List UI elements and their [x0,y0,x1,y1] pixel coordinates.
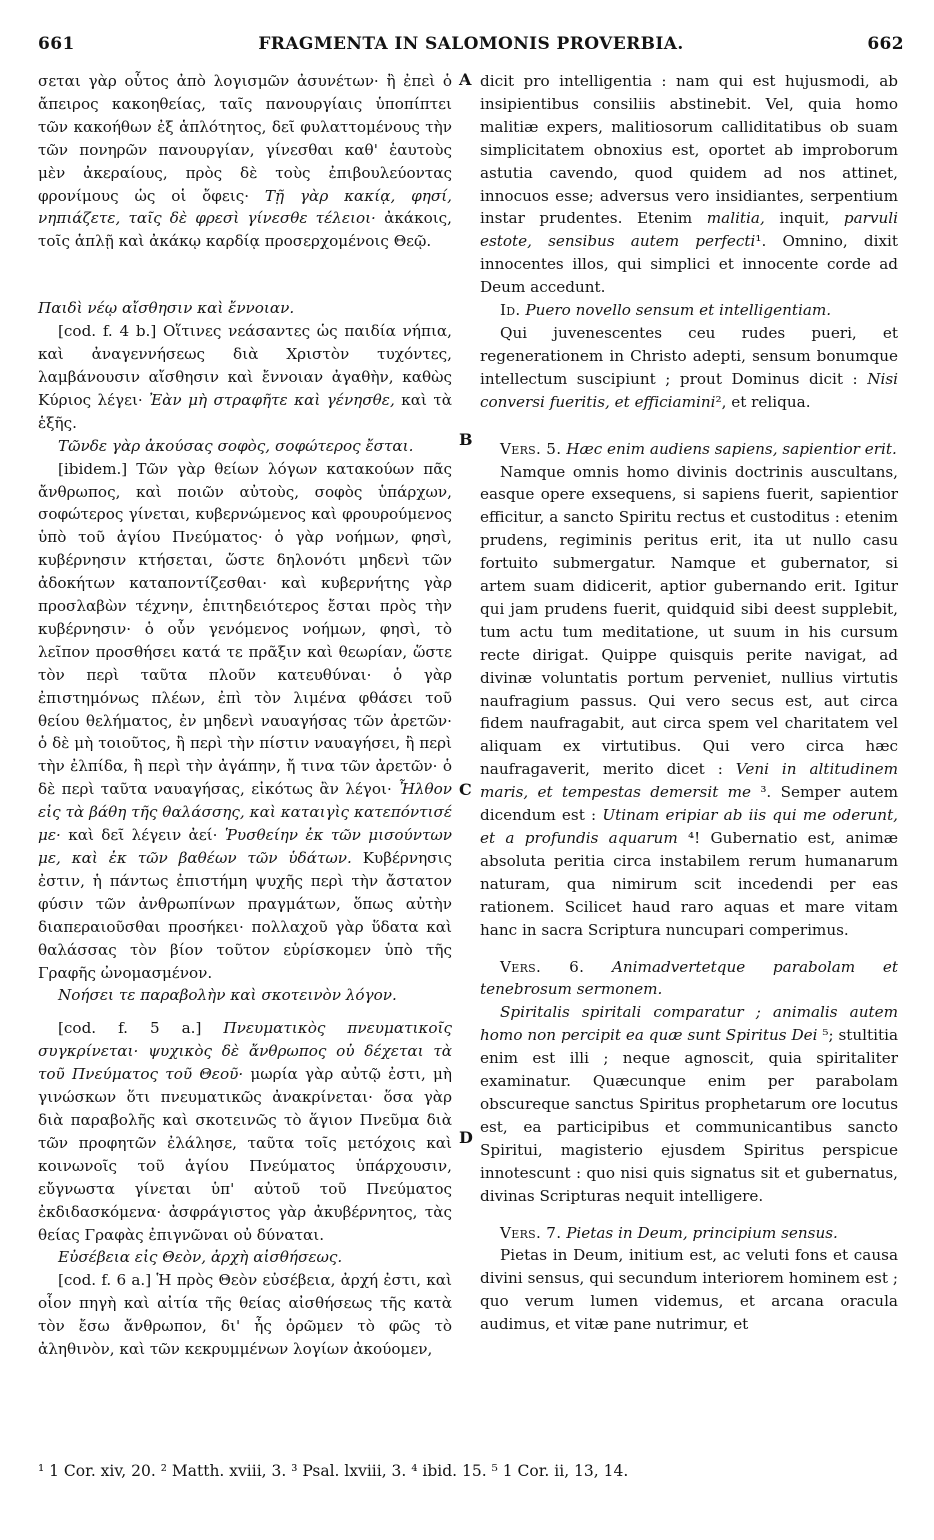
running-header [38,34,904,58]
greek-paragraph: [cod. f. 6 a.] Ἡ πρὸς Θεὸν εὐσέβεια, ἀρχή ἐστι, καὶ οἷον πηγὴ καὶ αἰτία τῆς θείας αἰσθήσεως τῆς κατὰ τὸν ἔσω ἄνθρωπον, δι' ἧς ὁρῶμεν τὸ φῶς τὸ ἀληθινὸν, καὶ τῶν κεκρυμμένων λογίων ἀκούομεν, [38,1271,452,1359]
margin-marker-a: A [459,70,472,89]
footnotes: ¹ 1 Cor. xiv, 20. ² Matth. xviii, 3. ³ Psal. lxviii, 3. ⁴ ibid. 15. ⁵ 1 Cor. ii, 13, 14. [38,1462,629,1480]
latin-verse-heading: Id. Puero novello sensum et intelligentiam. [500,301,832,320]
latin-paragraph: Pietas in Deum, initium est, ac veluti fons et causa divini sensus, qui secundum interiorem hominem est ; quo verum lumen videmus, et arcana oracula audimus, et vitæ pane nutrimur, et [480,1246,898,1334]
running-title: FRAGMENTA IN SALOMONIS PROVERBIA. [258,34,684,54]
page-number-right: 662 [867,34,904,54]
greek-lemma: Τῶνδε γὰρ ἀκούσας σοφὸς, σοφώτερος ἔσται. [58,436,414,455]
margin-marker-d: D [459,1128,473,1147]
latin-verse-heading: Vers. 6. Animadvertetque parabolam et tenebrosum sermonem. [480,957,898,999]
greek-paragraph: σεται γὰρ οὗτος ἀπὸ λογισμῶν ἀσυνέτων· ἢ ἐπεὶ ὁ ἄπειρος κακοηθείας, ταῖς πανουργίαις ὑποπίπτει τῶν κακοήθων ἐξ ἁπλότητος, δεῖ φυλαττομένους τὴν τῶν πονηρῶν πανουργίαν, γίνεσθαι καθ' ἑαυτοὺς μὲν ἀκεραίους, πρὸς δὲ τοὺς ἐπιβουλεύοντας φρονίμους ὡς οἱ ὄφεις· Τῇ γὰρ κακίᾳ, φησί, νηπιάζετε, ταῖς δὲ φρεσὶ γίνεσθε τέλειοι· ἀκάκοις, τοῖς ἁπλῇ καὶ ἀκάκῳ καρδίᾳ προσερχομένοις Θεῷ. [38,72,453,251]
latin-paragraph: Namque omnis homo divinis doctrinis auscultans, easque opere exsequens, si sapiens fuerit, sapientior efficitur, a sancto Spiritu rectus et custoditus : etenim prudens, regiminis peritus erit, ita ut nullo casu fortuito submergatur. Namque et gubernator, si artem suam didicerit, aptior gubernando erit. Igitur qui jam prudens fuerit, quidquid sibi deest supplebit, tum actu tum meditatione, ut suum in his cursum recte dirigat. Quippe quisquis perite navigat, ad divinæ voluntatis portum perveniet, nullius virtutis naufragium passus. Qui vero secus est, aut circa fidem naufragabit, aut circa spem vel charitatem vel aliquam ex virtutibus. Qui vero circa hæc naufragaverit, merito dicet : Veni in altitudinem maris, et tempestas demersit me ³. Semper autem dicendum est : Utinam eripiar ab iis qui me oderunt, et a profundis aquarum ⁴! Gubernatio est, animæ absoluta peritia circa instabilem rerum humanarum naturam, qua nimirum scit incedendi per eas rationem. Scilicet haud raro aquas et mare vitam hanc in sacra Scriptura nuncupari comperimus. [480,462,899,939]
greek-paragraph: [ibidem.] Τῶν γὰρ θείων λόγων κατακούων πᾶς ἄνθρωπος, καὶ ποιῶν αὐτοὺς, σοφὸς ὑπάρχων, σοφώτερος γίνεται, κυβερνώμενος καὶ φρουρούμενος ὑπὸ τοῦ ἁγίου Πνεύματος· ὁ γὰρ νοήμων, φησὶ, κυβέρνησιν κτήσεται, ὥστε δηλονότι μηδενὶ τῶν ἀδοκήτων καταποντίζεσθαι· καὶ κυβερνήτης γὰρ προσλαβὼν τέχνην, ἐπιτηδειότερος ἔσται πρὸς τὴν κυβέρνησιν· ὁ οὖν γενόμενος νοήμων, φησὶ, τὸ λεῖπον προσθήσει κατά τε πρᾶξιν καὶ θεωρίαν, ὥστε τὸν περὶ ταῦτα πλοῦν κατευθύναι· ὁ γὰρ ἐπιστημόνως πλέων, ἐπὶ τὸν λιμένα φθάσει τοῦ θείου θελήματος, ἐν μηδενὶ ναυαγήσας τῶν ἀρετῶν· ὁ δὲ μὴ τοιοῦτος, ἢ περὶ τὴν πίστιν ναυαγήσει, ἢ περὶ τὴν ἐλπίδα, ἢ περὶ τὴν ἀγάπην, ἤ τινα τῶν ἀρετῶν· ὁ δὲ περὶ ταῦτα ναυαγήσας, εἰκότως ἂν λέγοι· Ἦλθον εἰς τὰ βάθη τῆς θαλάσσης, καὶ καταιγὶς κατεπόντισέ με· καὶ δεῖ λέγειν ἀεί· Ῥυσθείην ἐκ τῶν μισούντων με, καὶ ἐκ τῶν βαθέων τῶν ὑδάτων. Κυβέρνησις ἐστιν, ἡ πάντως ἐπιστήμη ψυχῆς περὶ τὴν ἄστατον φύσιν τῶν ἀνθρωπίνων πραγμάτων, ὅπως αὐτὴν διαπεραιοῦσθαι προσήκει· πολλαχοῦ γὰρ ὕδατα καὶ θαλάσσας τὸν βίον τοῦτον εὑρίσκομεν ὑπὸ τῆς Γραφῆς ὠνομασμένον. [38,459,453,982]
latin-paragraph: dicit pro intelligentia : nam qui est hujusmodi, ab insipientibus consiliis abstinebit. Vel, quia homo malitiæ expers, malitiosorum calliditatibus ob suam simplicitatem obnoxius est, oportet ab improborum astutia cavendo, quod quidem ad nos attinet, innocuos esse; adversus vero insidiantes, serpentium instar prudentes. Etenim malitia, inquit, parvuli estote, sensibus autem perfecti¹. Omnino, dixit innocentes illos, qui simplici et innocente corde ad Deum accedunt. [480,72,898,297]
latin-verse-heading: Vers. 5. Hæc enim audiens sapiens, sapientior erit. [500,439,897,458]
latin-paragraph: Qui juvenescentes ceu rudes pueri, et regenerationem in Christo adepti, sensum bonumque intellectum suscipiunt ; prout Dominus dicit : Nisi conversi fueritis, et efficiamini², et reliqua. [480,323,898,411]
latin-paragraph: Spiritalis spiritali comparatur ; animalis autem homo non percipit ea quæ sunt Spiritus Dei ⁵; stultitia enim est illi ; neque agnoscit, quia spiritaliter examinatur. Quæcunque enim per parabolam obscureque sanctus Spiritus prophetarum ore locutus est, ea participibus et communicantibus sancto Spiritui, magisterio ejusdem Spiritus perspicue innotescunt : quo nisi quis signatus sit et gubernatus, divinas Scripturas nequit intelligere. [480,1003,898,1205]
margin-marker-c: C [459,780,472,799]
margin-marker-b: B [459,430,473,449]
greek-lemma: Νοήσει τε παραβολὴν καὶ σκοτεινὸν λόγον. [58,986,397,1005]
greek-lemma: Παιδὶ νέῳ αἴσθησιν καὶ ἔννοιαν. [38,299,295,318]
latin-column [480,70,898,1336]
latin-verse-heading: Vers. 7. Pietas in Deum, principium sensus. [500,1223,838,1242]
greek-column [38,70,452,1361]
greek-lemma: Εὐσέβεια εἰς Θεὸν, ἀρχὴ αἰσθήσεως. [58,1248,343,1267]
page-number-left: 661 [38,34,75,54]
greek-paragraph: [cod. f. 5 a.] Πνευματικὸς πνευματικοῖς συγκρίνεται· ψυχικὸς δὲ ἄνθρωπος οὐ δέχεται τὰ τοῦ Πνεύματος τοῦ Θεοῦ· μωρία γὰρ αὐτῷ ἐστι, μὴ γινώσκων ὅτι πνευματικῶς ἀνακρίνεται· ὅσα γὰρ διὰ παραβολῆς καὶ σκοτεινῶς τὸ ἅγιον Πνεῦμα διὰ τῶν προφητῶν ἐλάλησε, ταῦτα τοῖς μετόχοις καὶ κοινωνοῖς τοῦ ἁγίου Πνεύματος ὑπάρχουσιν, εὔγνωστα γίνεται ὑπ' αὐτοῦ τοῦ Πνεύματος ἐκδιδασκόμενα· ἀσφράγιστος γὰρ ἀκυβέρνητος, τὰς θείας Γραφὰς ἐπιγνῶναι οὐ δύναται. [38,1019,452,1244]
greek-paragraph: [cod. f. 4 b.] Οἵτινες νεάσαντες ὡς παιδία νήπια, καὶ ἀναγεννήσεως διὰ Χριστὸν τυχόντες, λαμβάνουσιν αἴσθησιν καὶ ἔννοιαν ἀγαθὴν, καθὼς Κύριος λέγει· Ἐὰν μὴ στραφῆτε καὶ γένησθε, καὶ τὰ ἑξῆς. [38,322,453,432]
